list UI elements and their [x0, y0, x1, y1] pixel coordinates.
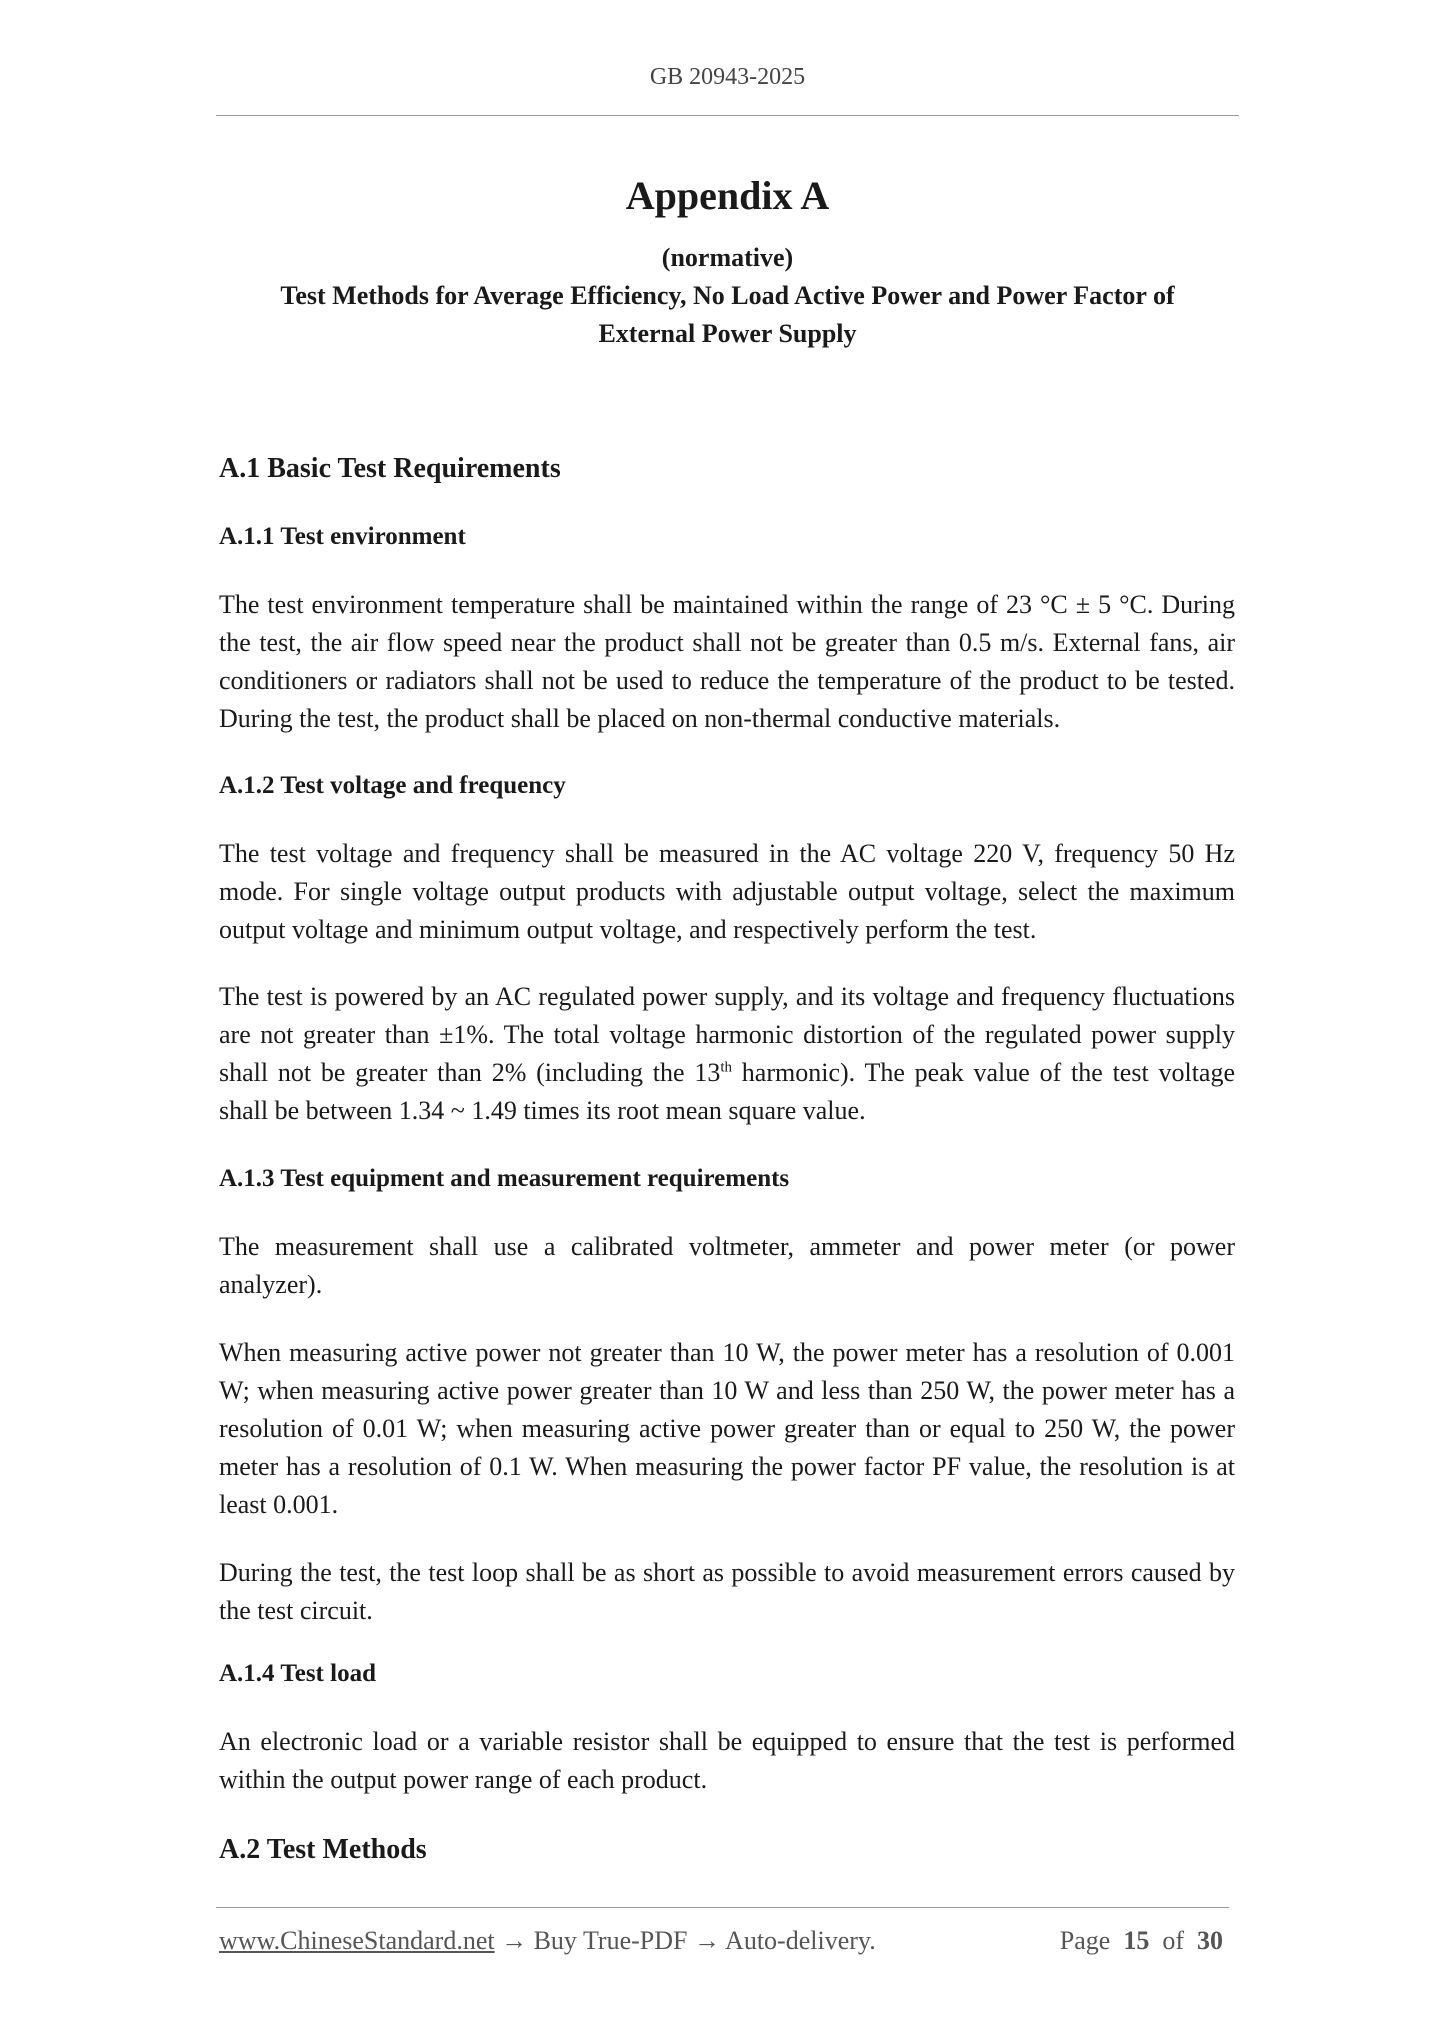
running-header: GB 20943-2025 — [649, 64, 806, 90]
paragraph-a11-1: The test environment temperature shall be maintained within the range of 23 °C ± 5 °C. During the test, the air flow speed near the product shall not be greater than 0.5 m/s. External fans, air conditioners or radiators shall not be used to reduce the temperature of the product to be tested. During the test, the product shall be placed on non-thermal conductive materials. — [219, 590, 1235, 733]
section-heading-a1: A.1 Basic Test Requirements — [219, 453, 561, 484]
paragraph-a12-2-text-b: harmonic). The peak value of the test voltage shall be between 1.34 ~ 1.49 times its root mean square value. — [219, 1058, 1235, 1125]
appendix-subtitle-line2: External Power Supply — [598, 319, 857, 348]
page-label: Page — [1059, 1926, 1111, 1955]
paragraph-a13-3: During the test, the test loop shall be as short as possible to avoid measurement errors caused by the test circuit. — [219, 1558, 1235, 1625]
page-number: 15 — [1123, 1926, 1150, 1955]
ordinal-superscript: th — [720, 1059, 733, 1076]
appendix-subtitle-line1: Test Methods for Average Efficiency, No Load Active Power and Power Factor of — [280, 281, 1175, 310]
paragraph-a12-2 — [219, 978, 1235, 1130]
footer-nav-text: → Buy True-PDF → Auto-delivery. — [494, 1926, 876, 1955]
paragraph-a14-1: An electronic load or a variable resistor shall be equipped to ensure that the test is performed within the output power range of each product. — [219, 1727, 1235, 1794]
section-heading-a13: A.1.3 Test equipment and measurement requirements — [219, 1165, 790, 1192]
footer-divider — [216, 1907, 1229, 1908]
of-label: of — [1162, 1926, 1184, 1955]
site-link[interactable]: www.ChineseStandard.net — [219, 1926, 495, 1955]
section-heading-a11: A.1.1 Test environment — [219, 523, 466, 550]
paragraph-a13-2: When measuring active power not greater than 10 W, the power meter has a resolution of 0.001 W; when measuring active power greater than 10 W and less than 250 W, the power meter has a resolution of 0.01 W; when measuring active power greater than or equal to 250 W, the power meter has a resolution of 0.1 W. When measuring the power factor PF value, the resolution is at least 0.001. — [219, 1338, 1235, 1519]
appendix-normative-label: (normative) — [661, 243, 794, 272]
paragraph-a13-1: The measurement shall use a calibrated voltmeter, ammeter and power meter (or power analyzer). — [219, 1232, 1235, 1299]
section-heading-a12: A.1.2 Test voltage and frequency — [219, 772, 566, 799]
footer-links — [219, 1926, 876, 1956]
page-indicator — [1060, 1926, 1223, 1956]
section-heading-a2: A.2 Test Methods — [219, 1834, 427, 1865]
appendix-title: Appendix A — [625, 173, 830, 218]
paragraph-a12-1: The test voltage and frequency shall be measured in the AC voltage 220 V, frequency 50 Hz mode. For single voltage output products with adjustable output voltage, select the maximum output voltage and minimum output voltage, and respectively perform the test. — [219, 839, 1235, 944]
header-divider — [216, 115, 1239, 116]
total-pages: 30 — [1197, 1926, 1223, 1955]
section-heading-a14: A.1.4 Test load — [219, 1660, 376, 1687]
paragraph-a12-2-text-a: The test is powered by an AC regulated power supply, and its voltage and frequency fluctuations are not greater than ±1%. The total voltage harmonic distortion of the regulated power supply shall not be greater than 2% (including the 13 — [219, 982, 1235, 1087]
